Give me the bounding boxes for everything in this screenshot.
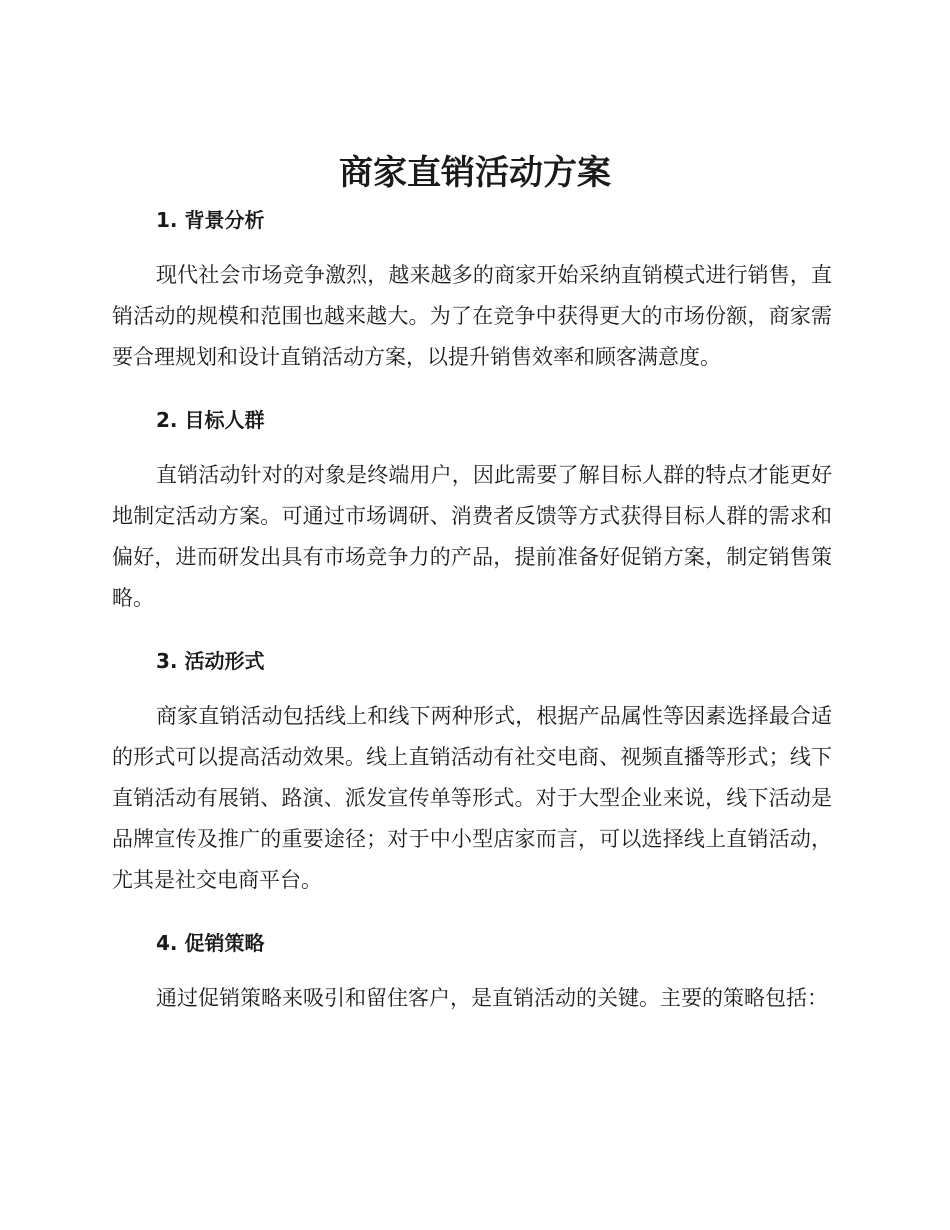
section-paragraph: 直销活动针对的对象是终端用户，因此需要了解目标人群的特点才能更好地制定活动方案。可通过市场调研、消费者反馈等方式获得目标人群的需求和偏好，进而研发出具有市场竞争力的产品，提前准备好促销方案，制定销售策略。 <box>112 463 832 610</box>
section-paragraph: 通过促销策略来吸引和留住客户，是直销活动的关键。主要的策略包括： <box>156 986 828 1010</box>
section-promotion-strategy <box>112 925 832 1019</box>
document-body <box>112 202 832 1019</box>
section-heading: 1. 背景分析 <box>156 208 265 232</box>
document-title: 商家直销活动方案 <box>339 153 611 193</box>
section-activity-format <box>112 643 832 925</box>
section-paragraph: 商家直销活动包括线上和线下两种形式，根据产品属性等因素选择最合适的形式可以提高活动效果。线上直销活动有社交电商、视频直播等形式；线下直销活动有展销、路演、派发宣传单等形式。对于大型企业来说，线下活动是品牌宣传及推广的重要途径；对于中小型店家而言，可以选择线上直销活动，尤其是社交电商平台。 <box>112 704 832 892</box>
section-paragraph: 现代社会市场竞争激烈，越来越多的商家开始采纳直销模式进行销售，直销活动的规模和范围也越来越大。为了在竞争中获得更大的市场份额，商家需要合理规划和设计直销活动方案，以提升销售效率和顾客满意度。 <box>112 263 832 369</box>
section-background <box>112 202 832 402</box>
section-heading: 2. 目标人群 <box>156 408 265 432</box>
section-target-audience <box>112 402 832 643</box>
section-heading: 4. 促销策略 <box>156 931 265 955</box>
section-heading: 3. 活动形式 <box>156 649 265 673</box>
